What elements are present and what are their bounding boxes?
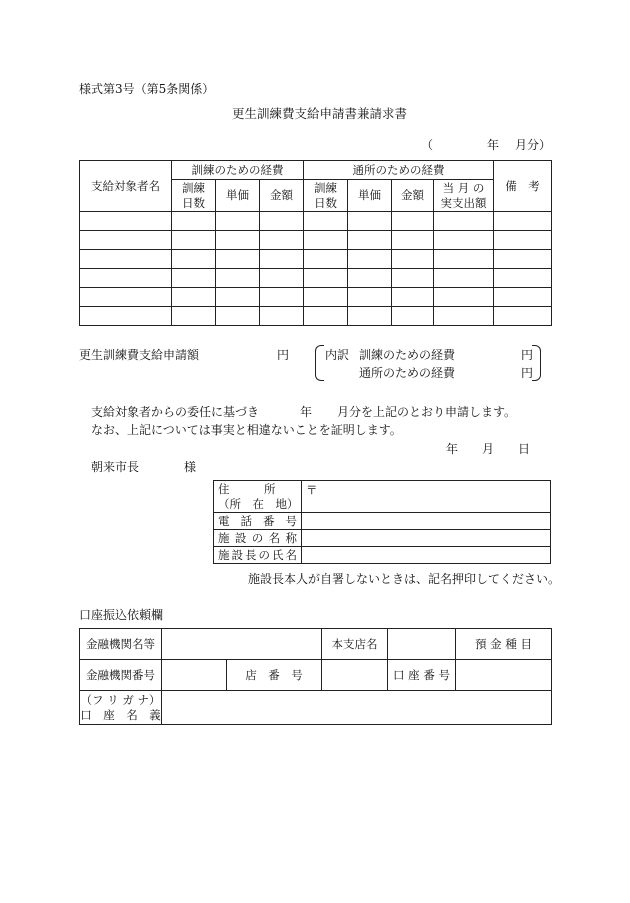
table-cell[interactable] (172, 269, 216, 288)
table-cell[interactable] (494, 307, 552, 326)
table-cell[interactable] (494, 269, 552, 288)
account-holder-label-cell (80, 691, 162, 725)
date-year: 年 (446, 442, 459, 456)
actual-expense-header: 当 月 の 実支出額 (434, 180, 494, 212)
commute-days-header: 訓練 日数 (304, 180, 348, 212)
phone-label: 電 話 番 号 (214, 513, 302, 530)
table-cell[interactable] (260, 288, 304, 307)
statement-line2: なお、上記については事実と相違ないことを証明します。 (91, 423, 402, 437)
table-row (80, 307, 552, 326)
table-cell[interactable] (216, 307, 260, 326)
table-cell[interactable] (348, 269, 392, 288)
table-cell[interactable] (260, 307, 304, 326)
table-cell[interactable] (216, 231, 260, 250)
right-bracket (532, 345, 541, 381)
statement-line1-a: 支給対象者からの委任に基づき (91, 405, 260, 419)
table-cell[interactable] (494, 212, 552, 231)
table-cell[interactable] (80, 250, 172, 269)
period-year: 年 (487, 138, 500, 152)
table-row (80, 212, 552, 231)
branch-name-value[interactable] (388, 629, 456, 660)
deposit-type-label-text: 預 金 種 目 (475, 636, 532, 651)
date-month: 月 (482, 442, 495, 456)
table-cell[interactable] (494, 250, 552, 269)
address-label-cell (214, 481, 302, 513)
table-cell[interactable] (392, 269, 434, 288)
table-cell[interactable] (392, 288, 434, 307)
table-cell[interactable] (348, 307, 392, 326)
branch-no-label: 店 番 号 (227, 660, 322, 691)
table-cell[interactable] (304, 250, 348, 269)
table-cell[interactable] (260, 250, 304, 269)
institution-name-value[interactable] (162, 629, 322, 660)
training-unit-price-header: 単価 (216, 180, 260, 212)
table-cell[interactable] (434, 231, 494, 250)
table-cell[interactable] (348, 288, 392, 307)
facility-head-value[interactable] (302, 547, 551, 564)
table-cell[interactable] (172, 250, 216, 269)
period-month: 月分） (515, 138, 552, 152)
table-cell[interactable] (494, 231, 552, 250)
breakdown-label: 内訳 (325, 348, 350, 362)
table-cell[interactable] (392, 231, 434, 250)
commute-header: 通所のための経費 (304, 161, 494, 180)
form-number: 様式第3号（第5条関係） (79, 82, 215, 96)
table-row (80, 269, 552, 288)
commute-amount-header: 金額 (392, 180, 434, 212)
training-cost-label: 訓練のための経費 (359, 348, 456, 362)
statement-year: 年 (300, 405, 313, 419)
table-cell[interactable] (392, 212, 434, 231)
commute-cost-label: 通所のための経費 (359, 366, 456, 380)
training-days-header: 訓練 日数 (172, 180, 216, 212)
phone-value[interactable] (302, 513, 551, 530)
deposit-type-cell (456, 629, 552, 660)
table-row (80, 250, 552, 269)
account-no-label: 口 座 番 号 (388, 660, 456, 691)
address-value[interactable] (302, 481, 551, 513)
branch-no-value[interactable] (322, 660, 388, 691)
address-sub-label: （所 在 地） (218, 496, 299, 511)
institution-no-value[interactable] (162, 660, 227, 691)
application-amount-label: 更生訓練費支給申請額 (79, 348, 200, 362)
table-cell[interactable] (304, 269, 348, 288)
bank-section-title: 口座振込依頼欄 (79, 608, 164, 622)
page-title: 更生訓練費支給申請書兼請求書 (232, 106, 408, 121)
table-cell[interactable] (172, 231, 216, 250)
table-cell[interactable] (392, 307, 434, 326)
left-bracket (315, 345, 324, 381)
table-cell[interactable] (434, 269, 494, 288)
table-cell[interactable] (392, 250, 434, 269)
statement-line1-b: 月分を上記のとおり申請します。 (337, 405, 517, 419)
commute-cost-yen: 円 (521, 366, 534, 380)
facility-head-label: 施設長の氏名 (214, 547, 302, 564)
table-cell[interactable] (304, 307, 348, 326)
table-cell[interactable] (494, 288, 552, 307)
signature-note: 施設長本人が自署しないときは、記名押印してください。 (248, 572, 561, 586)
table-cell[interactable] (304, 212, 348, 231)
period-open: （ (421, 138, 434, 152)
table-cell[interactable] (216, 269, 260, 288)
table-row (80, 288, 552, 307)
table-row (80, 231, 552, 250)
table-cell[interactable] (80, 269, 172, 288)
table-cell[interactable] (434, 307, 494, 326)
table-cell[interactable] (216, 250, 260, 269)
postal-mark: 〒 (306, 483, 318, 497)
table-cell[interactable] (80, 231, 172, 250)
recipient-header: 支給対象者名 (80, 161, 172, 212)
table-cell[interactable] (260, 269, 304, 288)
institution-name-label: 金融機関名等 (80, 629, 162, 660)
application-amount-yen: 円 (277, 348, 290, 362)
remarks-header: 備 考 (494, 161, 552, 212)
addressee-name: 朝来市長 (91, 460, 140, 474)
table-cell[interactable] (304, 288, 348, 307)
table-cell[interactable] (172, 212, 216, 231)
training-amount-header: 金額 (260, 180, 304, 212)
table-cell[interactable] (260, 231, 304, 250)
facility-name-value[interactable] (302, 530, 551, 547)
facility-table (213, 480, 551, 564)
commute-unit-price-header: 単価 (348, 180, 392, 212)
addressee-honorific: 様 (184, 460, 197, 474)
training-cost-yen: 円 (521, 348, 534, 362)
table-cell[interactable] (434, 250, 494, 269)
table-cell[interactable] (216, 288, 260, 307)
address-label: 住 所 (218, 481, 276, 496)
table-cell[interactable] (304, 231, 348, 250)
account-no-value[interactable] (456, 660, 552, 691)
table-cell[interactable] (348, 250, 392, 269)
table-cell[interactable] (172, 307, 216, 326)
account-holder-value[interactable] (162, 691, 552, 725)
expense-table (79, 160, 552, 326)
table-cell[interactable] (434, 212, 494, 231)
date-day: 日 (518, 442, 531, 456)
table-cell[interactable] (80, 212, 172, 231)
branch-name-label: 本支店名 (322, 629, 388, 660)
table-cell[interactable] (348, 231, 392, 250)
table-cell[interactable] (434, 288, 494, 307)
table-cell[interactable] (216, 212, 260, 231)
table-cell[interactable] (80, 307, 172, 326)
account-holder-label: 口 座 名 義 (80, 707, 161, 722)
table-cell[interactable] (172, 288, 216, 307)
furigana-label: （フ リ ガ ナ） (80, 692, 161, 707)
facility-name-label: 施 設 の 名 称 (214, 530, 302, 547)
table-cell[interactable] (348, 212, 392, 231)
training-header: 訓練のための経費 (172, 161, 304, 180)
table-cell[interactable] (260, 212, 304, 231)
table-cell[interactable] (80, 288, 172, 307)
bank-table (79, 628, 552, 725)
institution-no-label: 金融機関番号 (80, 660, 162, 691)
